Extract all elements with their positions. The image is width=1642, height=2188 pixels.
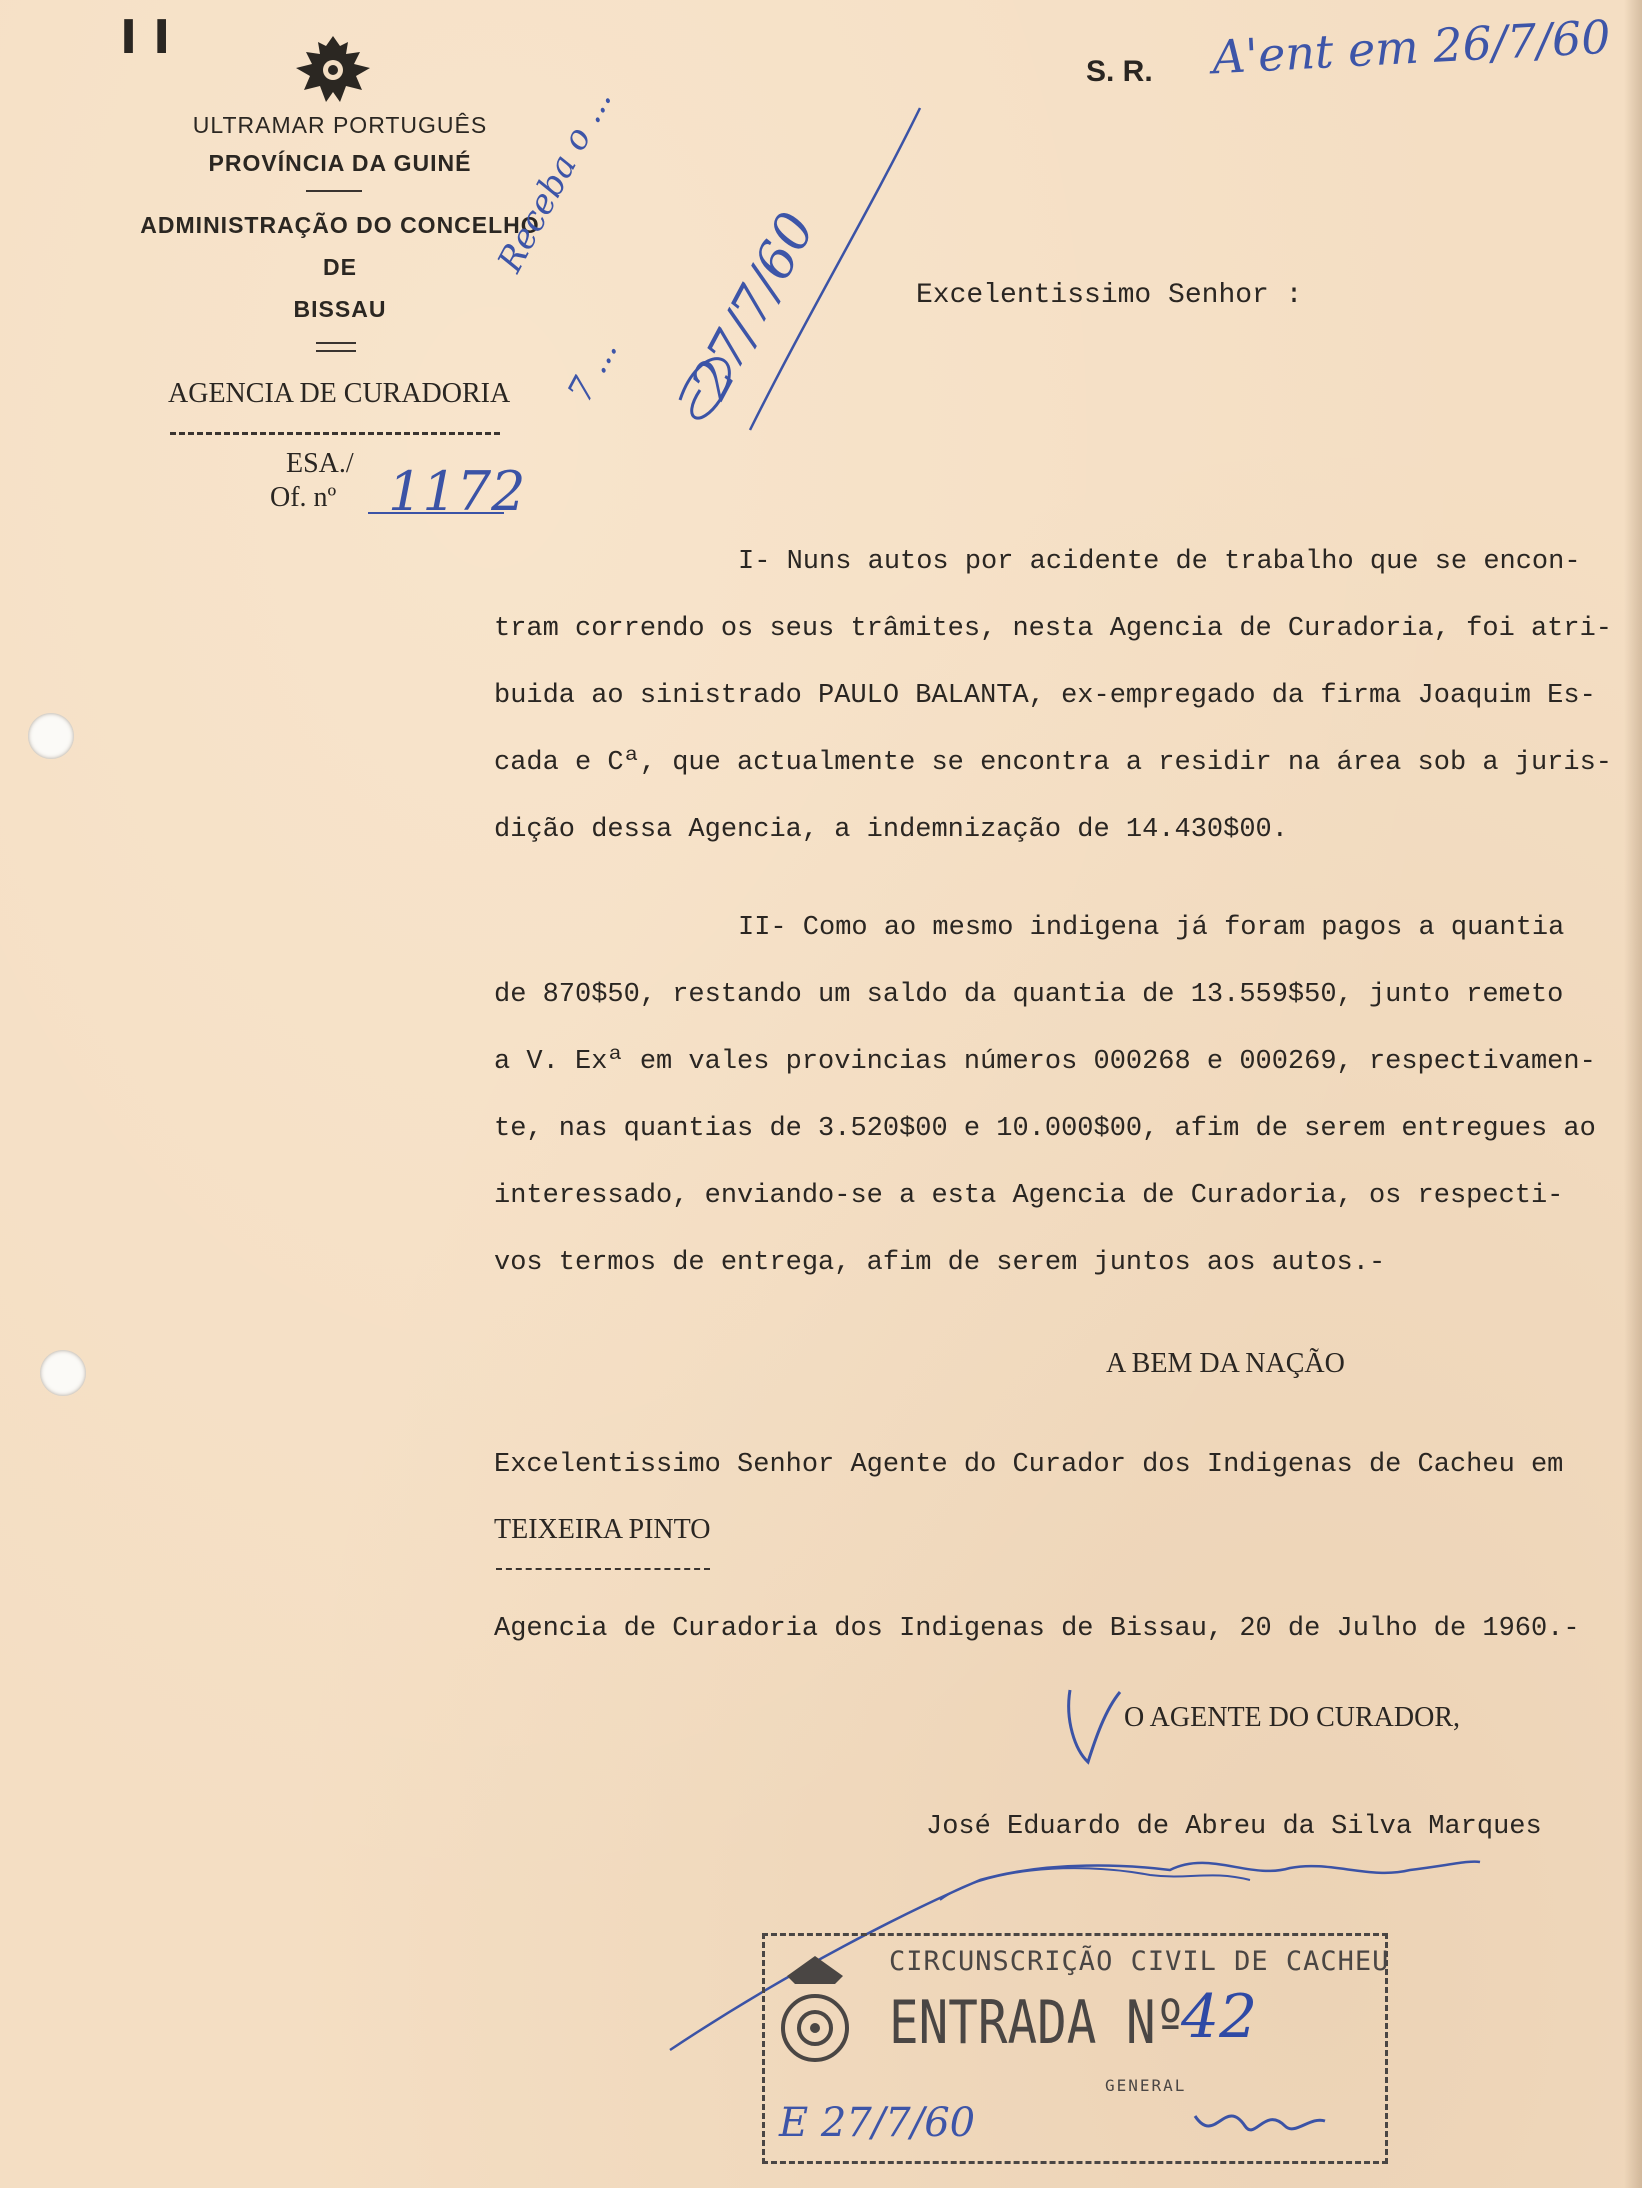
closing-phrase: A BEM DA NAÇÃO (1106, 1348, 1345, 1379)
paragraph-2 (494, 895, 1629, 1297)
header-line-de: DE (323, 254, 357, 280)
paragraph-1-line: tram correndo os seus trâmites, nesta Agencia de Curadoria, foi atri- (494, 614, 1612, 644)
margin-note-line-1: Receba o ... (490, 82, 620, 279)
stamp-date: E 27/7/60 (779, 2100, 976, 2146)
signatory-title: O AGENTE DO CURADOR, (1124, 1702, 1460, 1733)
margin-ticks: I I (120, 10, 171, 64)
reference-of-label: Of. nº (270, 482, 337, 513)
paragraph-1-line: dição dessa Agencia, a indemnização de 14.430$00. (494, 815, 1288, 845)
place-underline (496, 1568, 710, 1570)
coat-of-arms-icon (288, 32, 378, 110)
reference-number-handwritten: 1172 (388, 460, 526, 523)
header-line-provincia: PROVÍNCIA DA GUINÉ (208, 150, 472, 176)
paragraph-2-line: II- Como ao mesmo indigena já foram pagos a quantia (738, 913, 1565, 943)
paragraph-2-line: de 870$50, restando um saldo da quantia de 13.559$50, junto remeto (494, 980, 1564, 1010)
sr-label: S. R. (1086, 55, 1153, 88)
paragraph-1-line: cada e Cª, que actualmente se encontra a residir na área sob a juris- (494, 748, 1612, 778)
header-divider-1 (306, 190, 362, 192)
margin-note-scribble (640, 100, 940, 440)
header-divider-3 (316, 350, 356, 352)
paragraph-2-line: te, nas quantias de 3.520$00 e 10.000$00, afim de serem entregues ao (494, 1114, 1596, 1144)
header-divider-2 (316, 342, 356, 344)
office-name: AGENCIA DE CURADORIA (168, 378, 511, 409)
salutation: Excelentissimo Senhor : (916, 280, 1303, 311)
stamp-emblem-icon (779, 1950, 851, 2080)
header-line-administracao: ADMINISTRAÇÃO DO CONCELHO (140, 212, 540, 238)
margin-note-date: 27/7/60 (680, 202, 828, 409)
paragraph-2-line: vos termos de entrega, afim de serem juntos aos autos.- (494, 1248, 1386, 1278)
reference-underline (368, 512, 504, 514)
paragraph-1-line: buida ao sinistrado PAULO BALANTA, ex-empregado da firma Joaquim Es- (494, 681, 1596, 711)
punch-hole-lower (40, 1350, 86, 1396)
stamp-entry-number: 42 (1181, 1982, 1258, 2052)
signatory-name: José Eduardo de Abreu da Silva Marques (926, 1812, 1542, 1842)
handwritten-received-date: A'ent em 26/7/60 (1210, 9, 1612, 85)
paragraph-2-line: interessado, enviando-se a esta Agencia de Curadoria, os respecti- (494, 1181, 1564, 1211)
stamp-title: CIRCUNSCRIÇÃO CIVIL DE CACHEU (889, 1946, 1390, 1977)
stamp-subtitle: GENERAL (1105, 2076, 1187, 2095)
addressee-place: TEIXEIRA PINTO (494, 1514, 711, 1545)
entry-stamp (762, 1933, 1388, 2164)
header-line-ultramar: ULTRAMAR PORTUGUÊS (192, 112, 488, 138)
stamp-entry-label: ENTRADA Nº (889, 1988, 1186, 2058)
margin-note-line-2: 7 ... (560, 332, 626, 409)
reference-esa: ESA./ (286, 448, 354, 479)
paragraph-1-line: I- Nuns autos por acidente de trabalho que se encon- (738, 547, 1581, 577)
dateline: Agencia de Curadoria dos Indigenas de Bissau, 20 de Julho de 1960.- (494, 1614, 1580, 1644)
stamp-initials-scribble (1185, 2086, 1335, 2156)
paragraph-1 (494, 529, 1629, 864)
header-line-bissau: BISSAU (293, 296, 387, 322)
check-mark-handwritten (1050, 1680, 1130, 1770)
punch-hole-upper (28, 713, 74, 759)
paragraph-2-line: a V. Exª em vales provincias números 000268 e 000269, respectivamen- (494, 1047, 1596, 1077)
office-underline (170, 432, 500, 435)
addressee: Excelentissimo Senhor Agente do Curador dos Indigenas de Cacheu em (494, 1450, 1564, 1480)
